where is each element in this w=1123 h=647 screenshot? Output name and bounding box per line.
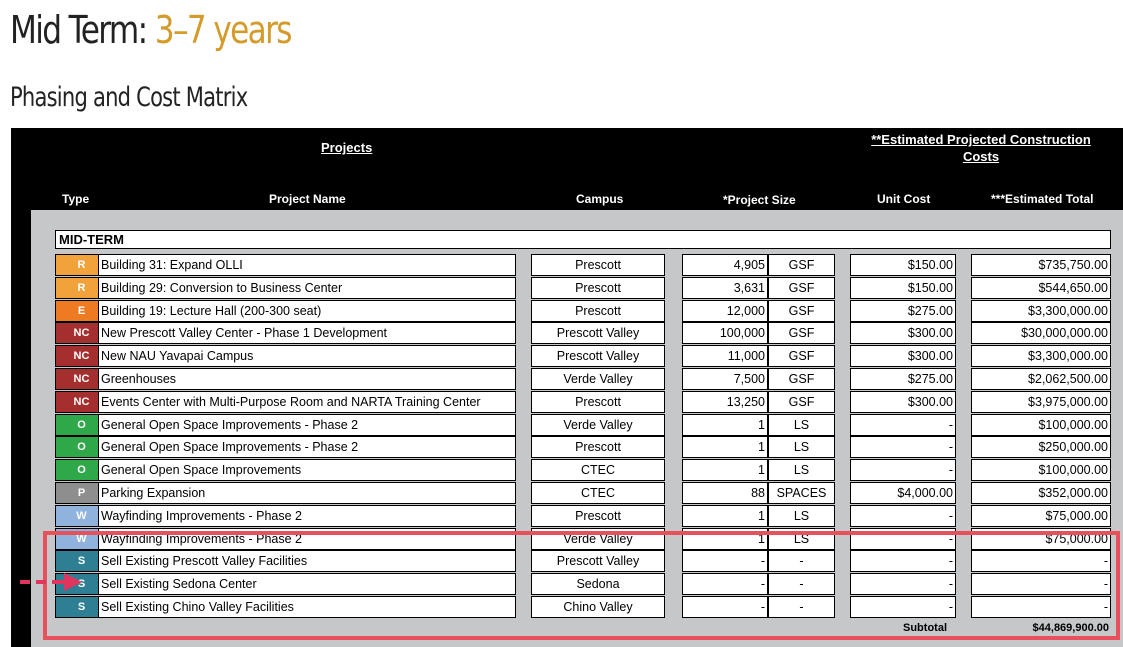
type-badge: S — [55, 596, 108, 618]
cell-size: 1 — [682, 414, 768, 436]
projects-group-header: Projects — [321, 140, 373, 155]
cell-campus: Verde Valley — [531, 528, 665, 550]
section-header: MID-TERM — [55, 230, 1111, 249]
cell-campus: Prescott Valley — [531, 345, 665, 367]
table-row — [11, 368, 1123, 391]
cell-size: 100,000 — [682, 322, 768, 344]
cell-cost: - — [850, 414, 956, 436]
cell-cost: - — [850, 505, 956, 527]
cell-unit: GSF — [768, 277, 835, 299]
cell-size: 1 — [682, 436, 768, 458]
cell-total: - — [971, 573, 1111, 595]
costs-group-header-line2: Costs — [962, 149, 1000, 164]
cell-name: Building 29: Conversion to Business Center — [98, 277, 516, 299]
cell-cost: - — [850, 436, 956, 458]
cell-campus: Prescott — [531, 436, 665, 458]
cell-unit: GSF — [768, 391, 835, 413]
page-subtitle: Phasing and Cost Matrix — [10, 82, 248, 113]
table-row — [11, 254, 1123, 277]
cell-size: - — [682, 573, 768, 595]
arrow-right-icon — [20, 572, 84, 592]
type-badge: R — [55, 254, 108, 276]
type-badge: R — [55, 277, 108, 299]
type-badge: NC — [55, 322, 108, 344]
table-row — [11, 391, 1123, 414]
type-badge: W — [55, 528, 108, 550]
cell-name: Building 31: Expand OLLI — [98, 254, 516, 276]
cell-total: $3,300,000.00 — [971, 345, 1111, 367]
cell-unit: LS — [768, 414, 835, 436]
cell-name: Events Center with Multi-Purpose Room and NARTA Training Center — [98, 391, 516, 413]
cell-cost: $150.00 — [850, 277, 956, 299]
cell-total: $544,650.00 — [971, 277, 1111, 299]
cell-size: 7,500 — [682, 368, 768, 390]
cell-size: 1 — [682, 459, 768, 481]
cell-size: - — [682, 596, 768, 618]
table-row — [11, 345, 1123, 368]
cell-campus: Prescott — [531, 277, 665, 299]
cell-name: New Prescott Valley Center - Phase 1 Development — [98, 322, 516, 344]
col-header-campus: Campus — [576, 192, 624, 206]
cell-size: 1 — [682, 528, 768, 550]
table-row — [11, 459, 1123, 482]
cell-campus: Verde Valley — [531, 368, 665, 390]
col-header-estimated-total: ***Estimated Total — [991, 192, 1094, 206]
cell-unit: LS — [768, 436, 835, 458]
cell-cost: $300.00 — [850, 322, 956, 344]
type-badge: NC — [55, 345, 108, 367]
col-header-unit-cost: Unit Cost — [877, 192, 931, 206]
subtotal-value: $44,869,900.00 — [1032, 622, 1109, 634]
cell-cost: - — [850, 459, 956, 481]
cell-campus: Prescott — [531, 505, 665, 527]
cell-cost: $4,000.00 — [850, 482, 956, 504]
cell-campus: Chino Valley — [531, 596, 665, 618]
cell-name: Sell Existing Prescott Valley Facilities — [98, 550, 516, 572]
table-row — [11, 300, 1123, 323]
cell-unit: LS — [768, 459, 835, 481]
cell-total: $75,000.00 — [971, 505, 1111, 527]
cell-unit: SPACES — [768, 482, 835, 504]
cell-total: $2,062,500.00 — [971, 368, 1111, 390]
cell-total: $3,975,000.00 — [971, 391, 1111, 413]
cell-total: $352,000.00 — [971, 482, 1111, 504]
cell-size: 4,905 — [682, 254, 768, 276]
cell-campus: Prescott Valley — [531, 550, 665, 572]
cell-total: $3,300,000.00 — [971, 300, 1111, 322]
type-badge: W — [55, 505, 108, 527]
cell-total: - — [971, 550, 1111, 572]
table-row — [11, 436, 1123, 459]
cell-campus: Sedona — [531, 573, 665, 595]
highlight-box — [43, 531, 1120, 640]
cell-name: General Open Space Improvements - Phase 2 — [98, 436, 516, 458]
cell-size: 3,631 — [682, 277, 768, 299]
cell-unit: - — [768, 596, 835, 618]
type-badge: O — [55, 459, 108, 481]
page-title — [10, 8, 291, 52]
cell-name: Wayfinding Improvements - Phase 2 — [98, 505, 516, 527]
cell-name: Sell Existing Sedona Center — [98, 573, 516, 595]
cell-size: 12,000 — [682, 300, 768, 322]
cell-name: Sell Existing Chino Valley Facilities — [98, 596, 516, 618]
cell-size: 13,250 — [682, 391, 768, 413]
cell-campus: Prescott — [531, 391, 665, 413]
subtotal-label: Subtotal — [903, 622, 947, 634]
cell-total: $735,750.00 — [971, 254, 1111, 276]
cell-total: $30,000,000.00 — [971, 322, 1111, 344]
cell-total: $75,000.00 — [971, 528, 1111, 550]
type-badge: O — [55, 436, 108, 458]
title-accent: 3–7 years — [154, 8, 291, 52]
table-row — [11, 322, 1123, 345]
cell-unit: LS — [768, 505, 835, 527]
col-header-project-size: *Project Size — [723, 193, 796, 207]
cell-total: $100,000.00 — [971, 414, 1111, 436]
cell-cost: $275.00 — [850, 368, 956, 390]
cell-unit: GSF — [768, 254, 835, 276]
type-badge: E — [55, 300, 108, 322]
cell-campus: CTEC — [531, 482, 665, 504]
cell-name: Greenhouses — [98, 368, 516, 390]
cell-cost: $300.00 — [850, 391, 956, 413]
cell-name: Parking Expansion — [98, 482, 516, 504]
cell-unit: GSF — [768, 322, 835, 344]
cell-name: Building 19: Lecture Hall (200-300 seat) — [98, 300, 516, 322]
costs-group-header-line1: **Estimated Projected Construction — [871, 132, 1091, 147]
type-badge: NC — [55, 391, 108, 413]
table-row — [11, 482, 1123, 505]
cell-total: $100,000.00 — [971, 459, 1111, 481]
type-badge: O — [55, 414, 108, 436]
table-row — [11, 277, 1123, 300]
cell-name: General Open Space Improvements — [98, 459, 516, 481]
col-header-type: Type — [62, 192, 90, 206]
cell-unit: GSF — [768, 300, 835, 322]
cell-cost: - — [850, 550, 956, 572]
type-badge: P — [55, 482, 108, 504]
cell-cost: $300.00 — [850, 345, 956, 367]
cell-size: 88 — [682, 482, 768, 504]
cell-name: Wayfinding Improvements - Phase 2 — [98, 528, 516, 550]
cell-size: 1 — [682, 505, 768, 527]
cell-cost: - — [850, 528, 956, 550]
cell-cost: $275.00 — [850, 300, 956, 322]
col-header-project-name: Project Name — [269, 192, 346, 206]
table-row — [11, 414, 1123, 437]
cell-cost: $150.00 — [850, 254, 956, 276]
type-badge: S — [55, 550, 108, 572]
cell-campus: CTEC — [531, 459, 665, 481]
cell-unit: GSF — [768, 368, 835, 390]
cell-size: - — [682, 550, 768, 572]
type-badge: S — [55, 573, 108, 595]
cell-campus: Prescott Valley — [531, 322, 665, 344]
cell-name: General Open Space Improvements - Phase 2 — [98, 414, 516, 436]
cell-unit: LS — [768, 528, 835, 550]
type-badge: NC — [55, 368, 108, 390]
cell-name: New NAU Yavapai Campus — [98, 345, 516, 367]
cell-campus: Prescott — [531, 300, 665, 322]
cell-unit: GSF — [768, 345, 835, 367]
cell-unit: - — [768, 550, 835, 572]
cell-cost: - — [850, 573, 956, 595]
cell-unit: - — [768, 573, 835, 595]
cell-campus: Prescott — [531, 254, 665, 276]
title-prefix: Mid Term: — [10, 8, 147, 52]
cell-campus: Verde Valley — [531, 414, 665, 436]
cell-total: - — [971, 596, 1111, 618]
cell-size: 11,000 — [682, 345, 768, 367]
cell-cost: - — [850, 596, 956, 618]
cell-total: $250,000.00 — [971, 436, 1111, 458]
table-row — [11, 505, 1123, 528]
